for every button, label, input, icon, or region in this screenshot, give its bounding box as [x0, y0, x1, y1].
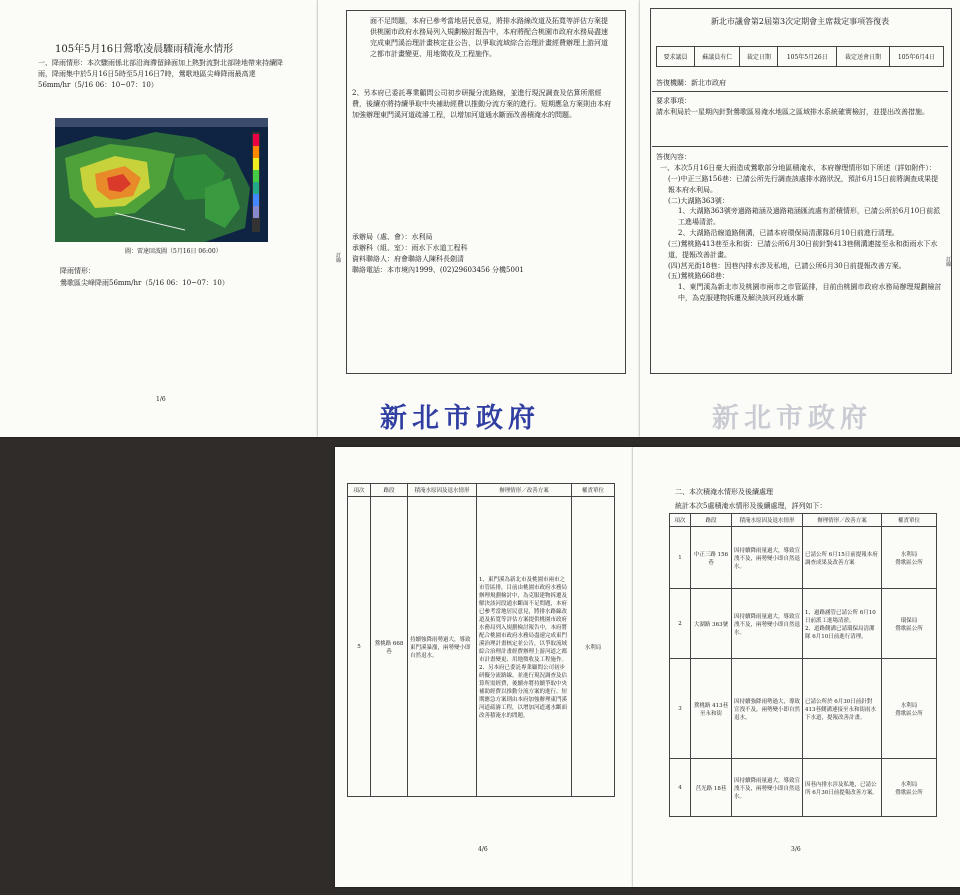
row-road: 莒光路 18巷: [691, 759, 732, 817]
radar-caption: 圖：雷達回波圖（5月16日 06:00）: [125, 248, 222, 255]
row-cause: 持續強降雨勢過大，導致東門溪暴漲，兩勢變小即自然退水。: [408, 497, 477, 797]
page-table-item5: [335, 447, 637, 887]
government-stamp-faded: 新北市政府: [712, 403, 872, 434]
ruling-date-label: 裁定日期: [740, 47, 778, 67]
row-number: 1: [670, 527, 691, 589]
col-header: 積淹水原因及退水情形: [732, 514, 803, 527]
answer-item-2: 2、另本府已委託專業顧問公司初步研擬分流路線，並進行現況調查及估算所需經費，後續亦將持續爭取中央補助經費以推動分流方案的進行。短期應急方案則由本府加強辦理東門溪河道疏濬工程，以增加河道通水斷面改善積淹水的問題。: [352, 89, 611, 119]
answer-continuation: 面不足問題，本府已參考當地居民意見，將排水路線改道及拓寬等評估方案提供桃園市政府水務局列入規劃檢討報告中，本府將配合桃園市政府水務局盡速完成東門溪治理計畫核定並公告，以爭取流域綜合治理計畫經費辦理上游河道之都市計畫變更、用地徵收及工程施作。: [370, 17, 608, 58]
table-row: [670, 589, 937, 659]
row-road: 中正三路 156巷: [691, 527, 732, 589]
contact-info: [352, 232, 612, 275]
page-number: 1/6: [156, 396, 166, 403]
answer-line: (二)大湖路363號：: [668, 196, 729, 205]
binding-line-label: 訂線: [946, 257, 952, 269]
row-cause: 因持續降雨量過大，導致宣洩不及，兩勢變小即自然退水。: [732, 759, 803, 817]
row-road: 大湖路 363號: [691, 589, 732, 659]
row-unit: 水利局: [572, 497, 615, 797]
section-heading: 二、本次積淹水情形及後續處理: [675, 488, 773, 496]
radar-map-graphic: [55, 118, 268, 242]
ruling-date-value: 105年5月26日: [778, 47, 837, 67]
rain-detail: 鶯歌區尖峰降雨56mm/hr（5/16 06：10~07：10）: [60, 279, 229, 287]
col-header: 積淹水原因及退水情形: [408, 484, 477, 497]
row-number: 2: [670, 589, 691, 659]
answer-line: 1、東門溪為新北市及桃園市兩市之市管區排，目前由桃園市政府水務局辦理規劃檢討中，為克服建物拆遷及解決該河段通水斷: [678, 283, 942, 303]
col-header: 路段: [371, 484, 408, 497]
col-header: 權責單位: [882, 514, 937, 527]
answer-content: [660, 163, 945, 304]
col-header: 項次: [348, 484, 371, 497]
page-table-items1-4: [633, 447, 960, 887]
row-number: 3: [670, 659, 691, 759]
request-label: 要求事項：: [656, 97, 691, 105]
divider: [652, 146, 948, 147]
answer-line: (五)鶯桃路668巷：: [668, 272, 729, 281]
row-plan: 因巷內排水涉及私地，已請公所 6月30日前提報改善方案。: [803, 759, 882, 817]
contact-section: 承辦科（組、室）：雨水下水道工程科: [352, 243, 468, 252]
row-plan: 已請公所 6月15日前提報本府調查成果及改善方案: [803, 527, 882, 589]
row-unit: 水利局 鶯歌區公所: [882, 527, 937, 589]
col-header: 權責單位: [572, 484, 615, 497]
flood-table: [347, 483, 615, 797]
answer-line: 一、本次5月16日豪大雨造成鶯歌部分地區積淹水，本府辦理情形如下所述（詳如附件）：: [660, 164, 936, 172]
contact-unit: 承辦局（處、會）：水利局: [352, 233, 433, 241]
request-member-label: 要求議員: [657, 47, 695, 67]
col-header: 辦理情形／改善方案: [477, 484, 572, 497]
sent-date-value: 105年6月4日: [889, 47, 943, 67]
contact-person: 資料聯絡人：府會聯絡人陳科長劍清: [352, 254, 464, 263]
answer-line: (四)莒光街18巷：因巷內排水涉及私地，已請公所6月30日前提報改善方案。: [668, 261, 906, 270]
answer-line: (三)鶯桃路413巷至永和街：已請公所6月30日前針對413巷側溝連接至永和街雨水下水道，提報改善計畫。: [668, 239, 938, 259]
row-unit: 環保局 鶯歌區公所: [882, 589, 937, 659]
row-road: 鶯桃路 413巷至永和街: [691, 659, 732, 759]
row-plan: 1、過路涵管已請公所 6月10日前派工進場清淤。 2、道路側溝已請環保局清潔隊 6月10日前進行清理。: [803, 589, 882, 659]
radar-echo-image: [55, 118, 268, 242]
page-answer-continued: [318, 0, 640, 437]
row-cause: 因持續降雨量過大，導致宣洩不及，兩勢變小即自然退水。: [732, 589, 803, 659]
answer-line: 1、大湖路363號旁過路箱涵及過路箱涵匯流處有淤積情形，已請公所於6月10日前派工進場清淤。: [678, 207, 941, 227]
request-text: 請水利局於一星期內針對鶯歌區易淹水地區之區域排水系統確實檢討，並提出改善措施。: [656, 108, 929, 116]
government-stamp: 新北市政府: [380, 403, 540, 434]
table-row: [670, 659, 937, 759]
table-row: [670, 527, 937, 589]
answer-line: (一)中正三路156巷：已請公所先行調查該處排水路狀況，預計6月15日前將調查成果提報本府水利局。: [668, 174, 939, 194]
row-cause: 因持續降雨量過大，導致宣洩不及，兩勢變小即自然退水。: [732, 527, 803, 589]
form-title: 新北市議會第2屆第3次定期會主席裁定事項答復表: [710, 17, 890, 26]
form-border: [346, 10, 626, 374]
col-header: 項次: [670, 514, 691, 527]
flood-table: [669, 513, 937, 817]
reply-agency: 答復機關：新北市政府: [656, 79, 726, 87]
row-unit: 水利局 鶯歌區公所: [882, 659, 937, 759]
rainfall-paragraph: 一、降雨情形：本次驟雨係北部沿海滯留鋒面加上熱對流對北部陸地帶來持續降雨，降雨集中於5月16日5時至5月16日7時，鶯歌地區尖峰降雨最高達56mm/hr（5/16 06：10~07：10）: [38, 59, 283, 89]
sent-date-label: 裁定送會日期: [837, 47, 890, 67]
col-header: 路段: [691, 514, 732, 527]
contact-phone: 聯絡電話：本市境內1999、(02)29603456 分機5001: [352, 265, 524, 274]
page-number: 4/6: [478, 846, 488, 853]
request-info-table: [656, 46, 944, 67]
divider: [652, 91, 948, 92]
row-plan: 已請公所於 6月30日前針對 413巷側溝連接至永和街雨水下水道，提報改善計畫。: [803, 659, 882, 759]
table-row: [348, 497, 615, 797]
page-council-reply-form: [640, 0, 960, 437]
table-header-row: [670, 514, 937, 527]
report-title: 105年5月16日鶯歌凌晨驟雨積淹水情形: [55, 44, 234, 55]
binding-line-label: 訂線: [336, 253, 342, 265]
row-unit: 水利局 鶯歌區公所: [882, 759, 937, 817]
table-row: [670, 759, 937, 817]
col-header: 辦理情形／改善方案: [803, 514, 882, 527]
row-number: 5: [348, 497, 371, 797]
row-number: 4: [670, 759, 691, 817]
answer-line: 2、大湖路沿線道路側溝，已請本府環保局清潔隊6月10日前進行清理。: [678, 229, 899, 238]
row-road: 鶯桃路 668巷: [371, 497, 408, 797]
row-cause: 因持續強降雨勢過大，導致宣洩不及，兩勢變小即自然退水。: [732, 659, 803, 759]
row-plan: 1、東門溪為新北市及桃園市兩市之市管區排，目前由桃園市政府水務局辦理規劃檢討中，為克服建物拆遷及解決該河段通水斷面不足問題，本府已參考當地居民意見，將排水路線改道及拓寬等評估方案提供桃園市政府水務局列入規劃檢討報告中，本府將配合桃園市政府水務局盡速完成東門溪治理計畫核定並公告，以爭取流域綜合治理計畫經費辦理上游河道之都市計畫變更、用地徵收及工程施作。 2、另本府已委託專業顧問公司初步研擬分流路線，並進行現況調查及估算所需經費，後續亦將持續爭取中央補助經費以推動分流方案的進行。短期應急方案則由本府加強辦理東門溪河道疏濬工程，以增加河道通水斷面改善積淹水的問題。: [477, 497, 572, 797]
page-number: 3/6: [791, 846, 801, 853]
page-rain-report: [0, 0, 318, 437]
table-header-row: [348, 484, 615, 497]
section-subtitle: 統計本次5處積淹水情形及後續處理，詳列如下：: [675, 502, 827, 510]
rain-label: 降雨情形：: [60, 267, 95, 275]
answer-label: 答復內容：: [656, 153, 691, 161]
request-member-value: 蘇議員有仁: [695, 47, 740, 67]
